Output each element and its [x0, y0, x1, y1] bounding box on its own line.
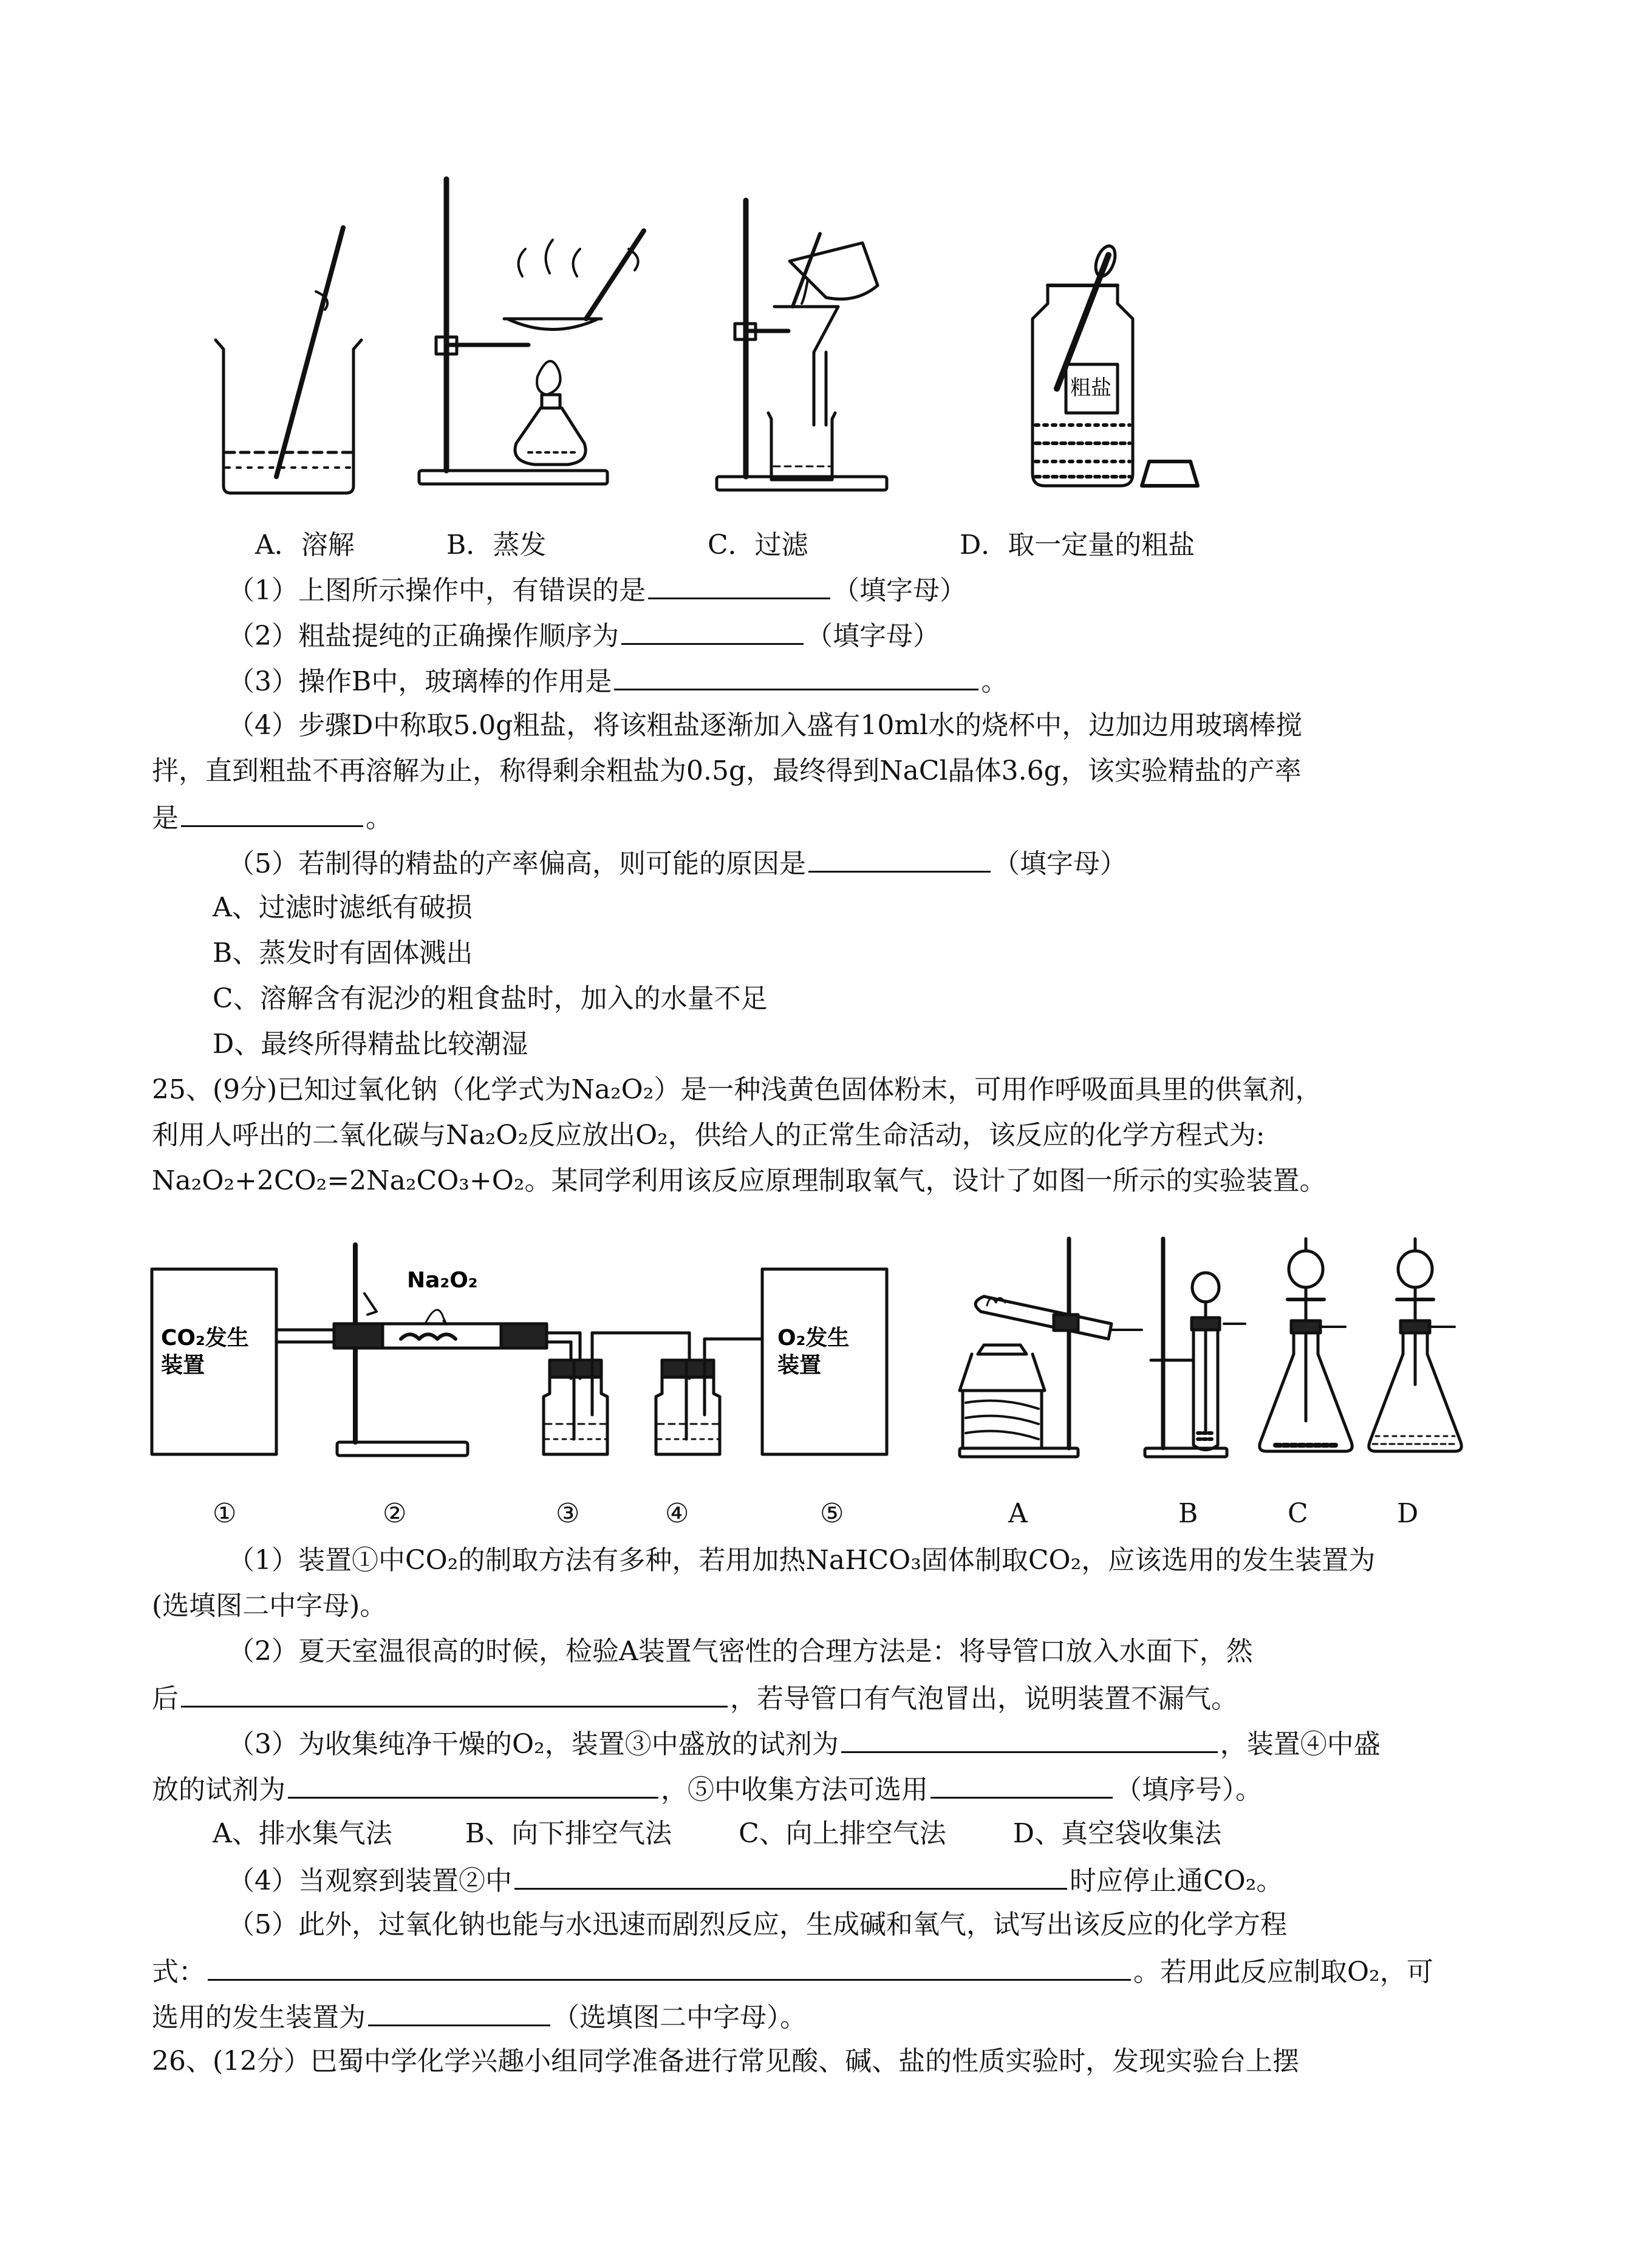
q24-option-c: C、溶解含有泥沙的粗食盐时，加入的水量不足 — [213, 983, 768, 1014]
caption-d: D．取一定量的粗盐 — [960, 530, 1195, 560]
q24-option-b: B、蒸发时有固体溅出 — [213, 938, 473, 969]
q25-part5-device-blank[interactable] — [368, 1998, 550, 2026]
q25-part3-options — [213, 1816, 1221, 1852]
q25-part4-blank[interactable] — [514, 1861, 1067, 1890]
co2-box-label-line1: CO₂发生 — [161, 1326, 249, 1350]
q25-intro-line3: Na₂O₂+2CO₂=2Na₂CO₃+O₂。某同学利用该反应原理制取氧气，设计了如图一所示的实验装置。 — [152, 1165, 1326, 1196]
q25-part5-line3: 选用的发生装置为 （选填图二中字母）。 — [152, 1998, 807, 2036]
q25-part3-blank-3[interactable] — [841, 1725, 1218, 1753]
q25-part1-line2: (选填图二中字母)。 — [152, 1590, 387, 1621]
option-b: B、向下排空气法 — [465, 1818, 672, 1849]
q25-part2-line2: 后 ，若导管口有气泡冒出，说明装置不漏气。 — [152, 1679, 1238, 1717]
q24-part1: （1）上图所示操作中，有错误的是 （填字母） — [228, 571, 966, 609]
fig2-label-2: ② — [383, 1498, 407, 1529]
q24-part4-line2: 拌，直到粗盐不再溶解为止，称得剩余粗盐为0.5g，最终得到NaCl晶体3.6g，该实验精盐的产率 — [152, 755, 1302, 786]
q24-option-a: A、过滤时滤纸有破损 — [213, 892, 473, 923]
q25-part2-line1: （2）夏天室温很高的时候，检验A装置气密性的合理方法是：将导管口放入水面下，然 — [228, 1636, 1253, 1667]
o2-box-label-line2: 装置 — [777, 1353, 822, 1378]
q25-part3-blank-4[interactable] — [288, 1770, 658, 1799]
na2o2-label: Na₂O₂ — [407, 1268, 478, 1293]
q25-part1-line1: （1）装置①中CO₂的制取方法有多种，若用加热NaHCO₃固体制取CO₂，应该选用的发生装置为 — [228, 1545, 1376, 1576]
fig2-label-d: D — [1397, 1498, 1419, 1529]
fig2-label-3: ③ — [556, 1498, 580, 1529]
option-a: A、排水集气法 — [213, 1818, 392, 1849]
co2-box-label-line2: 装置 — [161, 1353, 205, 1378]
fig2-label-5: ⑤ — [820, 1498, 844, 1529]
option-c: C、向上排空气法 — [739, 1818, 946, 1849]
o2-box-label-line1: O₂发生 — [777, 1326, 850, 1350]
caption-c: C．过滤 — [708, 530, 808, 560]
q25-part3-line2: 放的试剂为 ，⑤中收集方法可选用 （填序号）。 — [152, 1770, 1262, 1808]
fig2-label-4: ④ — [665, 1498, 689, 1529]
q24-part4-line3: 是 。 — [152, 799, 392, 837]
fig2-label-1: ① — [213, 1498, 237, 1529]
q25-part4: （4）当观察到装置②中 时应停止通CO₂。 — [228, 1861, 1283, 1899]
caption-a: A．溶解 — [255, 530, 355, 560]
q25-part3-blank-5[interactable] — [930, 1770, 1113, 1799]
q25-part5-line1: （5）此外，过氧化钠也能与水迅速而剧烈反应，生成碱和氧气，试写出该反应的化学方程 — [228, 1909, 1287, 1940]
q24-option-d: D、最终所得精盐比较潮湿 — [213, 1029, 528, 1060]
fig2-label-a: A — [1008, 1498, 1028, 1529]
q24-part4-line1: （4）步骤D中称取5.0g粗盐，将该粗盐逐渐加入盛有10ml水的烧杯中，边加边用玻璃棒搅 — [228, 710, 1303, 741]
q25-part5-line2: 式： 。若用此反应制取O₂，可 — [152, 1952, 1433, 1990]
q24-part3: （3）操作B中，玻璃棒的作用是 。 — [228, 662, 1008, 700]
q25-intro-line1: 25、(9分)已知过氧化钠（化学式为Na₂O₂）是一种浅黄色固体粉末，可用作呼吸面具里的供氧剂， — [152, 1074, 1322, 1105]
caption-b: B．蒸发 — [446, 530, 547, 560]
q25-part3-line1: （3）为收集纯净干燥的O₂，装置③中盛放的试剂为 ，装置④中盛 — [228, 1725, 1381, 1763]
q25-part2-blank[interactable] — [181, 1679, 728, 1708]
fig2-label-b: B — [1178, 1498, 1198, 1529]
q24-part2: （2）粗盐提纯的正确操作顺序为 （填字母） — [228, 616, 940, 655]
jar-label: 粗盐 — [1070, 376, 1111, 400]
fig2-label-c: C — [1288, 1498, 1308, 1529]
q24-part5: （5）若制得的精盐的产率偏高，则可能的原因是 （填字母） — [228, 844, 1127, 882]
q25-intro-line2: 利用人呼出的二氧化碳与Na₂O₂反应放出O₂，供给人的正常生命活动，该反应的化学方程式为: — [152, 1120, 1265, 1151]
q26-intro-line1: 26、(12分）巴蜀中学化学兴趣小组同学准备进行常见酸、碱、盐的性质实验时，发现实验台上摆 — [152, 2046, 1300, 2077]
option-d: D、真空袋收集法 — [1012, 1818, 1222, 1849]
q25-part5-equation-blank[interactable] — [208, 1952, 1131, 1981]
